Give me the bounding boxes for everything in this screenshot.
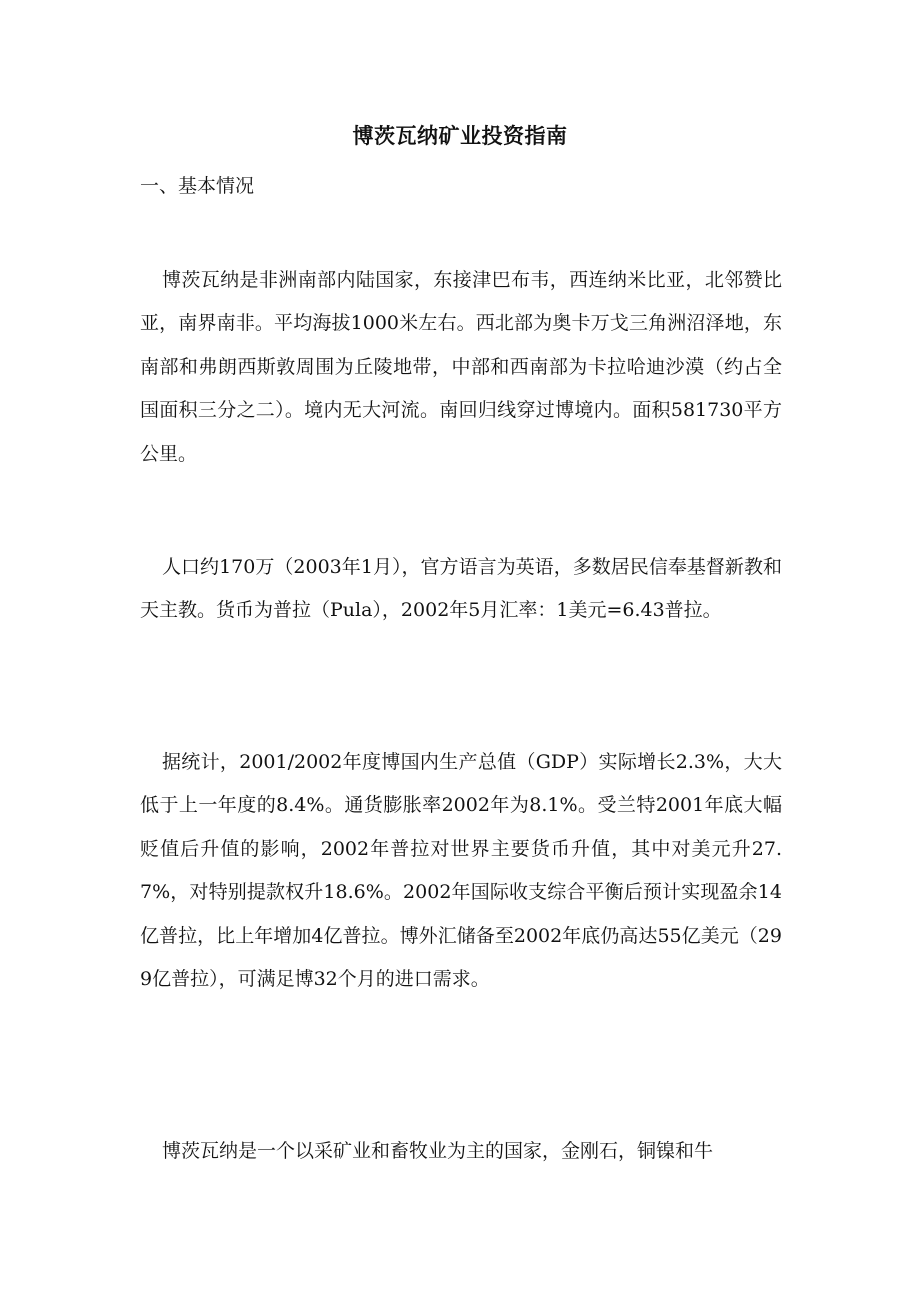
document-title: 博茨瓦纳矿业投资指南 (352, 124, 568, 148)
paragraph-population: 人口约170万（2003年1月），官方语言为英语，多数居民信奉基督新教和天主教。货币为普拉（Pula），2002年5月汇率：1美元=6.43普拉。 (140, 556, 782, 622)
paragraph-economy: 据统计，2001/2002年度博国内生产总值（GDP）实际增长2.3%，大大低于上一年度的8.4%。通货膨胀率2002年为8.1%。受兰特2001年底大幅贬值后升值的影响，2002年普拉对世界主要货币升值，其中对美元升27.7%，对特别提款权升18.6%。2002年国际收支综合平衡后预计实现盈余14亿普拉，比上年增加4亿普拉。博外汇储备至2002年底仍高达55亿美元（299亿普拉），可满足博32个月的进口需求。 (140, 751, 782, 991)
paragraph-industry: 博茨瓦纳是一个以采矿业和畜牧业为主的国家，金刚石，铜镍和牛 (162, 1140, 714, 1162)
section-heading: 一、基本情况 (140, 175, 255, 197)
paragraph-geography: 博茨瓦纳是非洲南部内陆国家，东接津巴布韦，西连纳米比亚，北邻赞比亚，南界南非。平均海拔1000米左右。西北部为奥卡万戈三角洲沼泽地，东南部和弗朗西斯敦周围为丘陵地带，中部和西南部为卡拉哈迪沙漠（约占全国面积三分之二）。境内无大河流。南回归线穿过博境内。面积581730平方公里。 (140, 269, 782, 465)
